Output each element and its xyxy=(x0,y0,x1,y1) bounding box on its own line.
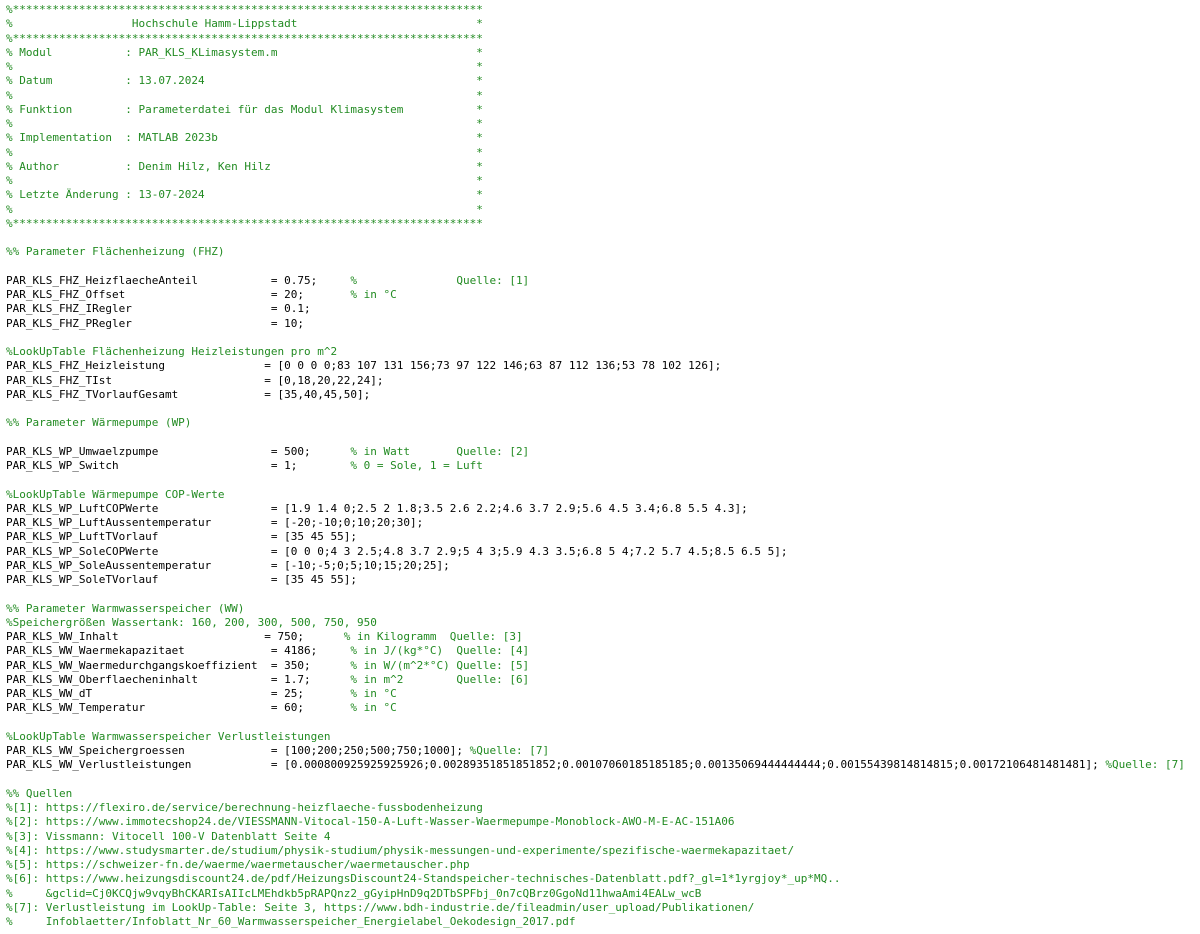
code-statement[interactable]: PAR_KLS_WW_Waermedurchgangskoeffizient = 350; xyxy=(6,658,351,672)
inline-comment[interactable]: % in m^2 Quelle: [6] xyxy=(350,672,530,686)
comment-line[interactable]: % &gclid=Cj0KCQjw9vqyBhCKARIsAIIcLMEhdkb5pRAPQnz2_gGyipHnD9q2DTbSPFbj_0n7cQBrz0GgoNd11hwaAmi4EALw_wcB xyxy=(6,886,702,900)
comment-line[interactable]: %LookUpTable Flächenheizung Heizleistungen pro m^2 xyxy=(6,345,338,358)
code-line[interactable] xyxy=(6,359,1185,373)
code-line[interactable] xyxy=(6,673,1185,687)
code-line[interactable] xyxy=(6,659,1185,673)
comment-line[interactable]: %[6]: https://www.heizungsdiscount24.de/pdf/HeizungsDiscount24-Standspeicher-technisches-Datenblatt.pdf?_gl=1*1yrgjoy*_up*MQ.. xyxy=(6,872,841,886)
code-line[interactable] xyxy=(6,744,1185,758)
inline-comment[interactable]: % in W/(m^2*°C) Quelle: [5] xyxy=(350,658,530,672)
blank-line[interactable] xyxy=(6,587,1185,601)
blank-line[interactable] xyxy=(6,773,1185,787)
comment-line[interactable]: %[7]: Verlustleistung im LookUp-Table: Seite 3, https://www.bdh-industrie.de/fileadmin/user_upload/Publikationen/ xyxy=(6,900,755,914)
comment-line[interactable]: % * xyxy=(6,174,483,187)
code-line[interactable] xyxy=(6,701,1185,715)
blank-line[interactable] xyxy=(6,231,1185,245)
code-statement[interactable]: PAR_KLS_FHZ_TIst = [0,18,20,22,24]; xyxy=(6,373,384,387)
comment-line[interactable]: %% Parameter Wärmepumpe (WP) xyxy=(6,416,192,430)
code-line[interactable] xyxy=(6,288,1185,302)
comment-line[interactable]: %LookUpTable Wärmepumpe COP-Werte xyxy=(6,487,225,501)
code-line[interactable] xyxy=(6,545,1185,559)
comment-line[interactable]: % Implementation : MATLAB 2023b * xyxy=(6,131,483,145)
comment-line[interactable]: % Infoblaetter/Infoblatt_Nr_60_Warmwasserspeicher_Energielabel_Oekodesign_2017.pdf xyxy=(6,915,576,928)
comment-line[interactable]: % * xyxy=(6,117,483,130)
code-statement[interactable]: PAR_KLS_WW_Verlustleistungen = [0.000800925925925926;0.00289351851851852;0.00107060185185185;0.00135069444444444;0.00155439814814815;0.00172106481481481]; xyxy=(6,758,1106,772)
code-statement[interactable]: PAR_KLS_WW_Waermekapazitaet = 4186; xyxy=(6,644,351,658)
code-line[interactable] xyxy=(6,559,1185,573)
code-line[interactable] xyxy=(6,630,1185,644)
inline-comment[interactable]: % in °C xyxy=(350,687,397,700)
code-statement[interactable]: PAR_KLS_WP_LuftTVorlauf = [35 45 55]; xyxy=(6,530,357,544)
code-statement[interactable]: PAR_KLS_WP_LuftCOPWerte = [1.9 1.4 0;2.5 2 1.8;3.5 2.6 2.2;4.6 3.7 2.9;5.6 4.5 3.4;6.8 5.5 4.3]; xyxy=(6,501,748,515)
inline-comment[interactable]: %Quelle: [7] xyxy=(1105,758,1185,772)
inline-comment[interactable]: % in °C xyxy=(350,701,397,715)
code-statement[interactable]: PAR_KLS_WP_SoleCOPWerte = [0 0 0;4 3 2.5;4.8 3.7 2.9;5 4 3;5.9 4.3 3.5;6.8 5 4;7.2 5.7 4.5;8.5 6.5 5]; xyxy=(6,544,788,558)
inline-comment[interactable]: % in °C xyxy=(350,288,397,301)
code-line[interactable] xyxy=(6,758,1185,772)
blank-line[interactable] xyxy=(6,431,1185,445)
code-line[interactable] xyxy=(6,502,1185,516)
comment-line[interactable]: %[4]: https://www.studysmarter.de/studium/physik-studium/physik-messungen-und-experimente/spezifische-waermekapazitaet/ xyxy=(6,843,795,857)
comment-line[interactable]: % * xyxy=(6,145,483,159)
code-statement[interactable]: PAR_KLS_FHZ_PRegler = 10; xyxy=(6,316,305,330)
code-statement[interactable]: PAR_KLS_FHZ_TVorlaufGesamt = [35,40,45,50]; xyxy=(6,387,371,401)
code-line[interactable] xyxy=(6,274,1185,288)
blank-line[interactable] xyxy=(6,716,1185,730)
code-statement[interactable]: PAR_KLS_FHZ_Heizleistung = [0 0 0 0;83 107 131 156;73 97 122 146;63 87 112 136;53 78 102 126]; xyxy=(6,359,722,373)
code-statement[interactable]: PAR_KLS_FHZ_IRegler = 0.1; xyxy=(6,302,311,316)
inline-comment[interactable]: % Quelle: [1] xyxy=(350,273,530,287)
comment-line[interactable]: % Datum : 13.07.2024 * xyxy=(6,74,483,88)
blank-line[interactable] xyxy=(6,473,1185,487)
code-statement[interactable]: PAR_KLS_WW_dT = 25; xyxy=(6,687,351,700)
code-line[interactable] xyxy=(6,374,1185,388)
code-statement[interactable]: PAR_KLS_WP_LuftAussentemperatur = [-20;-10;0;10;20;30]; xyxy=(6,516,424,529)
comment-line[interactable]: % * xyxy=(6,88,483,102)
code-line[interactable] xyxy=(6,644,1185,658)
comment-line[interactable]: % Funktion : Parameterdatei für das Modul Klimasystem * xyxy=(6,102,483,116)
inline-comment[interactable]: % in Kilogramm Quelle: [3] xyxy=(343,630,523,643)
blank-line[interactable] xyxy=(6,331,1185,345)
blank-line[interactable] xyxy=(6,260,1185,274)
code-statement[interactable]: PAR_KLS_WP_SoleAussentemperatur = [-10;-5;0;5;10;15;20;25]; xyxy=(6,558,450,572)
comment-line[interactable]: %% Parameter Flächenheizung (FHZ) xyxy=(6,245,225,259)
comment-line[interactable]: %[1]: https://flexiro.de/service/berechnung-heizflaeche-fussbodenheizung xyxy=(6,801,483,814)
code-statement[interactable]: PAR_KLS_FHZ_Offset = 20; xyxy=(6,288,351,301)
code-statement[interactable]: PAR_KLS_WP_SoleTVorlauf = [35 45 55]; xyxy=(6,573,357,586)
code-line[interactable] xyxy=(6,445,1185,459)
code-line[interactable] xyxy=(6,530,1185,544)
comment-line[interactable]: %Speichergrößen Wassertank: 160, 200, 300, 500, 750, 950 xyxy=(6,615,377,629)
comment-line[interactable]: %*********************************************************************** xyxy=(6,216,483,230)
code-statement[interactable]: PAR_KLS_WW_Oberflaecheninhalt = 1.7; xyxy=(6,672,351,686)
code-line[interactable] xyxy=(6,317,1185,331)
comment-line[interactable]: %% Quellen xyxy=(6,786,73,800)
blank-line[interactable] xyxy=(6,402,1185,416)
code-line[interactable] xyxy=(6,516,1185,530)
code-statement[interactable]: PAR_KLS_WP_Switch = 1; xyxy=(6,459,351,472)
inline-comment[interactable]: % 0 = Sole, 1 = Luft xyxy=(350,459,483,472)
code-line[interactable] xyxy=(6,388,1185,402)
comment-line[interactable]: %[2]: https://www.immotecshop24.de/VIESSMANN-Vitocal-150-A-Luft-Wasser-Waermepumpe-Monoblock-AWO-M-E-AC-151A06 xyxy=(6,815,735,829)
code-statement[interactable]: PAR_KLS_WW_Temperatur = 60; xyxy=(6,701,351,715)
inline-comment[interactable]: % in Watt Quelle: [2] xyxy=(350,444,530,458)
comment-line[interactable]: %[5]: https://schweizer-fn.de/waerme/waermetauscher/waermetauscher.php xyxy=(6,858,470,871)
comment-line[interactable]: %% Parameter Warmwasserspeicher (WW) xyxy=(6,601,245,615)
code-statement[interactable]: PAR_KLS_WP_Umwaelzpumpe = 500; xyxy=(6,444,351,458)
inline-comment[interactable]: %Quelle: [7] xyxy=(469,744,550,757)
comment-line[interactable]: %[3]: Vissmann: Vitocell 100-V Datenblatt Seite 4 xyxy=(6,829,331,843)
code-statement[interactable]: PAR_KLS_FHZ_HeizflaecheAnteil = 0.75; xyxy=(6,273,351,287)
code-editor[interactable] xyxy=(6,3,1185,929)
code-line[interactable] xyxy=(6,687,1185,701)
comment-line[interactable]: % Hochschule Hamm-Lippstadt * xyxy=(6,17,483,31)
comment-line[interactable]: %*********************************************************************** xyxy=(6,3,483,16)
comment-line[interactable]: %LookUpTable Warmwasserspeicher Verlustleistungen xyxy=(6,729,331,743)
comment-line[interactable]: % Author : Denim Hilz, Ken Hilz * xyxy=(6,159,483,173)
code-statement[interactable]: PAR_KLS_WW_Inhalt = 750; xyxy=(6,630,344,643)
code-statement[interactable]: PAR_KLS_WW_Speichergroessen = [100;200;250;500;750;1000]; xyxy=(6,744,470,757)
comment-line[interactable]: % * xyxy=(6,60,483,73)
comment-line[interactable]: %*********************************************************************** xyxy=(6,31,483,45)
comment-line[interactable]: % Modul : PAR_KLS_KLimasystem.m * xyxy=(6,45,483,59)
comment-line[interactable]: % * xyxy=(6,202,483,216)
code-line[interactable] xyxy=(6,302,1185,316)
comment-line[interactable]: % Letzte Änderung : 13-07-2024 * xyxy=(6,188,483,202)
inline-comment[interactable]: % in J/(kg*°C) Quelle: [4] xyxy=(350,644,530,658)
code-line[interactable] xyxy=(6,573,1185,587)
code-line[interactable] xyxy=(6,459,1185,473)
